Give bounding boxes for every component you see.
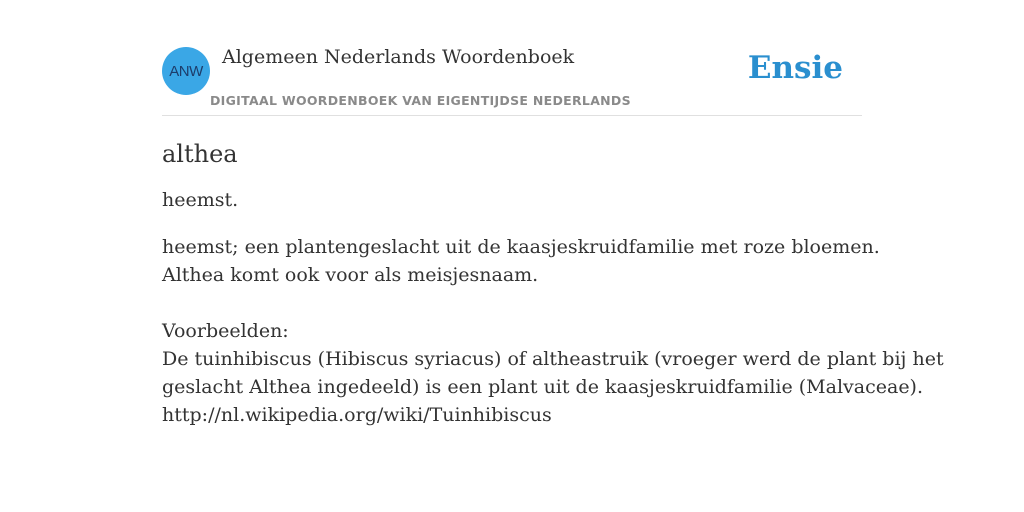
example-line: De tuinhibiscus (Hibiscus syriacus) of altheastruik (vroeger werd de plant bij het: [162, 348, 944, 370]
definition-line: Althea komt ook voor als meisjesnaam.: [162, 264, 539, 286]
short-definition: heemst.: [162, 189, 239, 211]
site-title[interactable]: Algemeen Nederlands Woordenboek: [222, 46, 575, 68]
logo-text: ANW: [169, 62, 203, 80]
site-subtitle: DIGITAAL WOORDENBOEK VAN EIGENTIJDSE NEDERLANDS: [210, 93, 631, 108]
examples-label: Voorbeelden:: [162, 320, 289, 342]
source-line: [162, 401, 862, 429]
site-header: [162, 40, 862, 116]
spacer: [162, 289, 862, 317]
entry-content: [162, 136, 944, 429]
anw-logo[interactable]: [162, 47, 210, 95]
headword: althea: [162, 140, 238, 168]
source-link[interactable]: http://nl.wikipedia.org/wiki/Tuinhibiscus: [162, 404, 552, 426]
definition-line: heemst; een plantengeslacht uit de kaasjeskruidfamilie met roze bloemen.: [162, 236, 880, 258]
example-line: geslacht Althea ingedeeld) is een plant uit de kaasjeskruidfamilie (Malvaceae).: [162, 376, 924, 398]
ensie-brand-link[interactable]: Ensie: [747, 50, 843, 86]
long-definition: [162, 233, 944, 429]
